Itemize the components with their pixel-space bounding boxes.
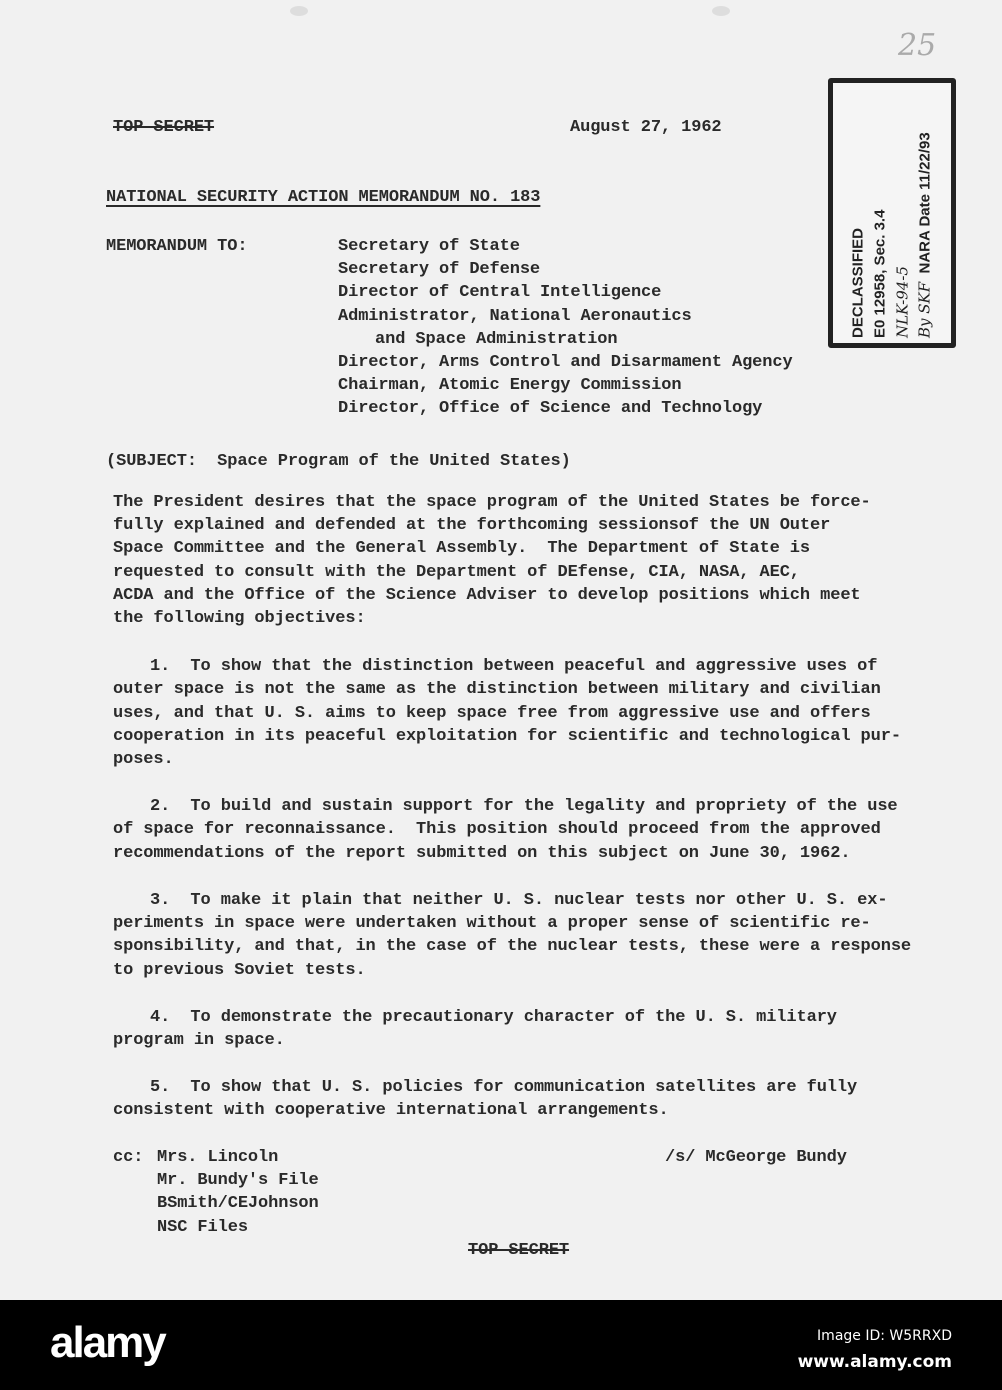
objective-2: 2. To build and sustain support for the legality and propriety of the use: [150, 797, 898, 816]
stamp-nara: NARA Date 11/22/93: [916, 132, 934, 274]
recipient: Secretary of Defense: [338, 260, 541, 279]
classification-top: TOP SECRET: [113, 118, 215, 137]
site-url: www.alamy.com: [797, 1352, 952, 1372]
declassified-stamp: [828, 78, 956, 348]
signature: /s/ McGeorge Bundy: [665, 1148, 847, 1167]
recipient: Director, Arms Control and Disarmament Agency: [338, 353, 793, 372]
memo-title: NATIONAL SECURITY ACTION MEMORANDUM NO. 183: [106, 188, 541, 207]
objective-4: 4. To demonstrate the precautionary character of the U. S. military: [150, 1008, 837, 1027]
objective-3: sponsibility, and that, in the case of the nuclear tests, these were a response: [113, 937, 912, 956]
memo-date: August 27, 1962: [570, 118, 722, 137]
classification-bottom: TOP SECRET: [468, 1241, 570, 1260]
intro-line: the following objectives:: [113, 609, 366, 628]
objective-1: cooperation in its peaceful exploitation for scientific and technological pur-: [113, 727, 901, 746]
alamy-logo: alamy: [50, 1318, 165, 1367]
intro-line: The President desires that the space program of the United States be force-: [113, 493, 871, 512]
objective-5: consistent with cooperative international arrangements.: [113, 1101, 669, 1120]
cc-label: cc:: [113, 1148, 144, 1167]
cc-name: Mrs. Lincoln: [157, 1148, 279, 1167]
recipient: Secretary of State: [338, 237, 520, 256]
cc-name: Mr. Bundy's File: [157, 1171, 319, 1190]
stamp-line: E0 12958, Sec. 3.4: [871, 209, 889, 338]
objective-1: outer space is not the same as the distinction between military and civilian: [113, 680, 881, 699]
objective-2: recommendations of the report submitted on this subject on June 30, 1962.: [113, 844, 851, 863]
objective-3: periments in space were undertaken without a proper sense of scientific re-: [113, 914, 871, 933]
recipient: Director, Office of Science and Technology: [338, 399, 763, 418]
objective-3: 3. To make it plain that neither U. S. nuclear tests nor other U. S. ex-: [150, 891, 888, 910]
memo-to-label: MEMORANDUM TO:: [106, 237, 248, 256]
objective-5: 5. To show that U. S. policies for communication satellites are fully: [150, 1078, 858, 1097]
objective-3: to previous Soviet tests.: [113, 961, 366, 980]
objective-1: 1. To show that the distinction between peaceful and aggressive uses of: [150, 657, 878, 676]
stamp-line: NLK-94-5: [893, 266, 912, 338]
recipient: and Space Administration: [375, 330, 618, 349]
stamp-by: By SKF: [915, 281, 934, 338]
memo-subject: (SUBJECT: Space Program of the United States): [106, 452, 571, 471]
intro-line: fully explained and defended at the forthcoming sessionsof the UN Outer: [113, 516, 831, 535]
objective-2: of space for reconnaissance. This position should proceed from the approved: [113, 820, 881, 839]
intro-line: requested to consult with the Department of DEfense, CIA, NASA, AEC,: [113, 563, 800, 582]
recipient: Director of Central Intelligence: [338, 283, 662, 302]
image-id: Image ID: W5RRXD: [817, 1328, 952, 1344]
recipient: Chairman, Atomic Energy Commission: [338, 376, 682, 395]
recipient: Administrator, National Aeronautics: [338, 307, 692, 326]
objective-1: uses, and that U. S. aims to keep space free from aggressive use and offers: [113, 704, 871, 723]
cc-name: BSmith/CEJohnson: [157, 1194, 319, 1213]
page-number: 25: [898, 28, 937, 63]
punch-hole: [712, 6, 730, 16]
objective-1: poses.: [113, 750, 174, 769]
stock-footer: [0, 1300, 1002, 1390]
intro-line: ACDA and the Office of the Science Adviser to develop positions which meet: [113, 586, 861, 605]
cc-name: NSC Files: [157, 1218, 248, 1237]
punch-hole: [290, 6, 308, 16]
intro-line: Space Committee and the General Assembly. The Department of State is: [113, 539, 811, 558]
objective-4: program in space.: [113, 1031, 285, 1050]
stamp-line: DECLASSIFIED: [849, 227, 867, 338]
